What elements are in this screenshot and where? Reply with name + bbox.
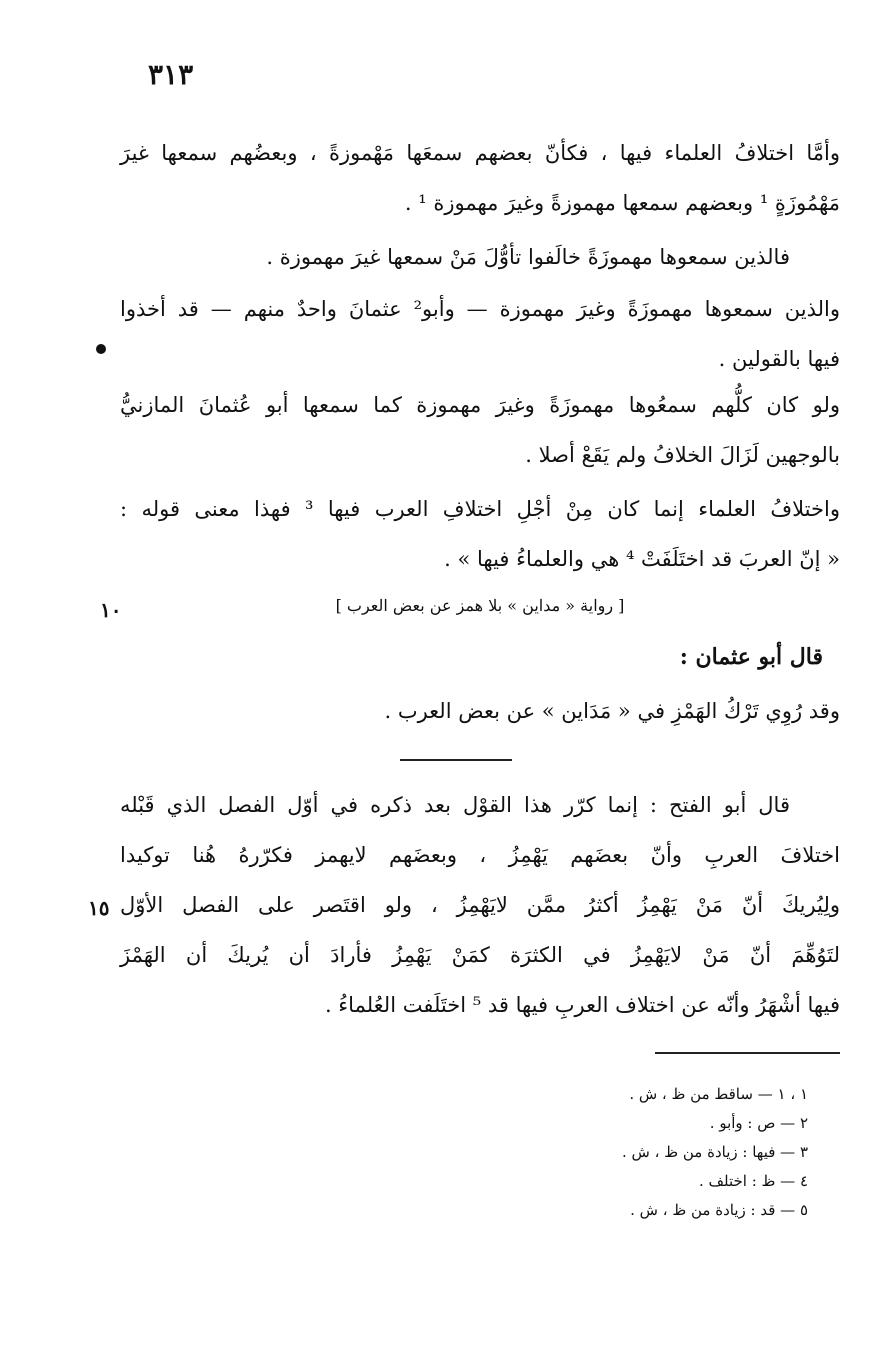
text-line: لتَوُهِّمَ أنّ مَنْ لايَهْمِزُ في الكثرَة كمَنْ يَهْمِزُ فأرادَ أن يُريكَ أن الهَمْزَ — [120, 943, 840, 967]
text-line: « إنّ العربَ قد اختَلَفَتْ ⁴ هي والعلماءُ فيها » . — [444, 547, 840, 571]
bracketed-note: [ رواية « مداين » بلا همز عن بعض العرب ] — [335, 596, 625, 615]
footnote: ٥ — قد : زيادة من ظ ، ش . — [630, 1201, 808, 1219]
footnotes — [622, 1080, 808, 1225]
text-line: بالوجهين لَزَالَ الخلافُ ولم يَقَعْ أصلا . — [525, 443, 840, 467]
text-line: اختلافَ العربِ وأنّ بعضَهم يَهْمِزُ ، وبعضَهم لايهمز فكرّرهُ هُنا توكيدا — [120, 843, 840, 867]
paragraph-3 — [120, 284, 840, 384]
paragraph-1 — [120, 128, 840, 228]
text-line: واختلافُ العلماء إنما كان مِنْ أجْلِ اختلافِ العرب فيها ³ فهذا معنى قوله : — [120, 497, 840, 521]
paragraph-7 — [120, 780, 840, 1030]
text-line: مَهْمُوزَةٍ ¹ وبعضهم سمعها مهموزةً وغيرَ مهموزة ¹ . — [404, 191, 840, 215]
paragraph-5 — [120, 484, 840, 584]
text-line: والذين سمعوها مهموزَةً وغيرَ مهموزة — وأبو² عثمانَ واحدٌ منهم — قد أخذوا — [120, 297, 840, 321]
footnote: ٣ — فيها : زيادة من ظ ، ش . — [622, 1143, 808, 1161]
page-number: ٣١٣ — [148, 58, 194, 91]
footnote: ٤ — ظ : اختلف . — [698, 1172, 808, 1190]
text-line: ولِيُريكَ أنّ مَنْ يَهْمِزُ أكثرُ ممَّن لايَهْمِزُ ، ولو اقتَصر على الفصل الأوّل — [120, 893, 840, 917]
text-line: قال أبو الفتح : إنما كرّر هذا القوْل بعد ذكره في أوّل الفصل الذي قَبْله — [120, 793, 790, 817]
margin-dot — [96, 344, 106, 354]
paragraph-2 — [120, 232, 840, 282]
footnote: ١ ، ١ — ساقط من ظ ، ش . — [629, 1085, 808, 1103]
footnote-divider — [655, 1052, 840, 1054]
text-line: فيها أشْهَرُ وأنّه عن اختلاف العربِ فيها قد ⁵ اختَلَفت العُلماءُ . — [324, 993, 840, 1017]
paragraph-6 — [120, 686, 840, 736]
section-divider — [400, 759, 512, 761]
text-line: وقد رُوِي تَرْكُ الهَمْزِ في « مَدَاين » عن بعض العرب . — [384, 699, 840, 723]
paragraph-4 — [120, 380, 840, 480]
text-line: وأمَّا اختلافُ العلماء فيها ، فكأنّ بعضهم سمعَها مَهْموزةً ، وبعضُهم سمعها غيرَ — [120, 141, 840, 165]
margin-line-number: ١٥ — [88, 896, 110, 920]
footnote: ٢ — ص : وأبو . — [709, 1114, 808, 1132]
text-line: ولو كان كلُّهم سمعُوها مهموزَةً وغيرَ مهموزة كما سمعها أبو عُثمانَ المازنيُّ — [120, 393, 840, 417]
text-line: فالذين سمعوها مهموزَةً خالَفوا تأوُّلَ مَنْ سمعها غيرَ مهموزة . — [266, 245, 790, 269]
section-heading: قال أبو عثمان : — [679, 644, 823, 670]
text-line: فيها بالقولين . — [718, 347, 840, 371]
margin-line-number: ١٠ — [100, 598, 122, 622]
